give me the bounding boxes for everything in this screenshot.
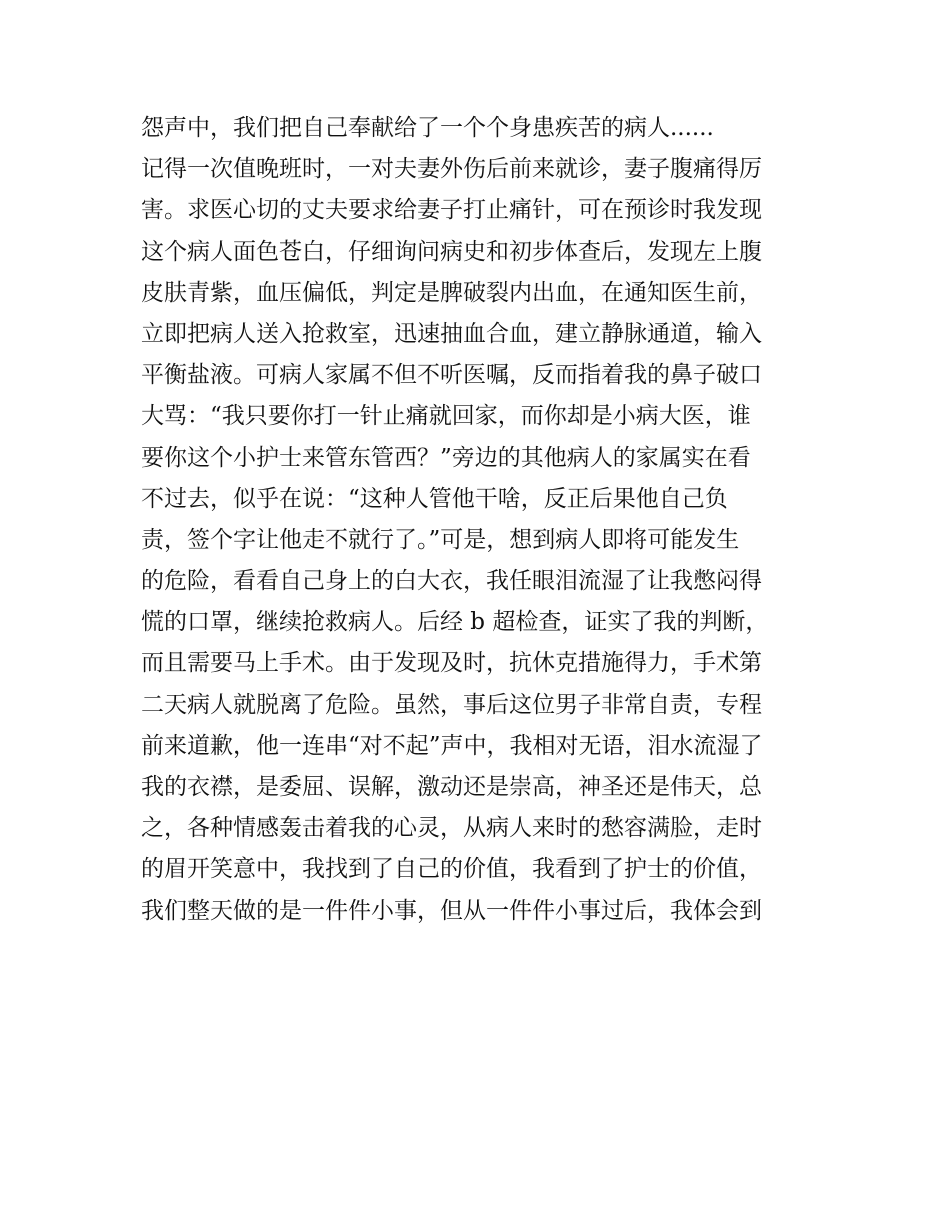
text-line: 记得一次值晚班时，一对夫妻外伤后前来就诊，妻子腹痛得厉: [141, 156, 762, 183]
text-line: 责，签个字让他走不就行了。”可是，想到病人即将可能发生: [141, 526, 740, 553]
text-line: 皮肤青紫，血压偏低，判定是脾破裂内出血，在通知医生前，: [141, 279, 762, 306]
text-line: 要你这个小护士来管东管西？”旁边的其他病人的家属实在看: [141, 444, 751, 471]
text-line: 慌的口罩，继续抢救病人。后经 b 超检查，证实了我的判断，: [141, 609, 769, 636]
text-line: 我的衣襟，是委屈、误解，激动还是崇高，神圣还是伟天，总: [141, 774, 762, 800]
text-line: 大骂：“我只要你打一针止痛就回家，而你却是小病大医，谁: [141, 403, 751, 430]
text-line: 立即把病人送入抢救室，迅速抽血合血，建立静脉通道，输入: [141, 320, 762, 347]
text-line: 前来道歉，他一连串“对不起”声中，我相对无语，泪水流湿了: [141, 732, 763, 759]
text-line: 之，各种情感轰击着我的心灵，从病人来时的愁容满脸，走时: [141, 815, 762, 842]
text-line: 二天病人就脱离了危险。虽然，事后这位男子非常自责，专程: [141, 691, 762, 718]
body-text: [141, 108, 821, 932]
text-line: 的眉开笑意中，我找到了自己的价值，我看到了护士的价值，: [141, 856, 762, 883]
text-line: 这个病人面色苍白，仔细询问病史和初步体查后，发现左上腹: [141, 238, 762, 265]
text-line: 怨声中，我们把自己奉献给了一个个身患疾苦的病人......: [141, 115, 714, 141]
text-line: 害。求医心切的丈夫要求给妻子打止痛针，可在预诊时我发现: [141, 197, 762, 224]
text-line: 不过去，似乎在说：“这种人管他干啥，反正后果他自己负: [141, 485, 728, 512]
text-line: 平衡盐液。可病人家属不但不听医嘱，反而指着我的鼻子破口: [141, 362, 762, 389]
text-line: 而且需要马上手术。由于发现及时，抗休克措施得力，手术第: [141, 650, 762, 677]
text-line: 我们整天做的是一件件小事，但从一件件小事过后，我体会到: [141, 897, 762, 924]
text-line: 的危险，看看自己身上的白大衣，我任眼泪流湿了让我憋闷得: [141, 568, 762, 595]
